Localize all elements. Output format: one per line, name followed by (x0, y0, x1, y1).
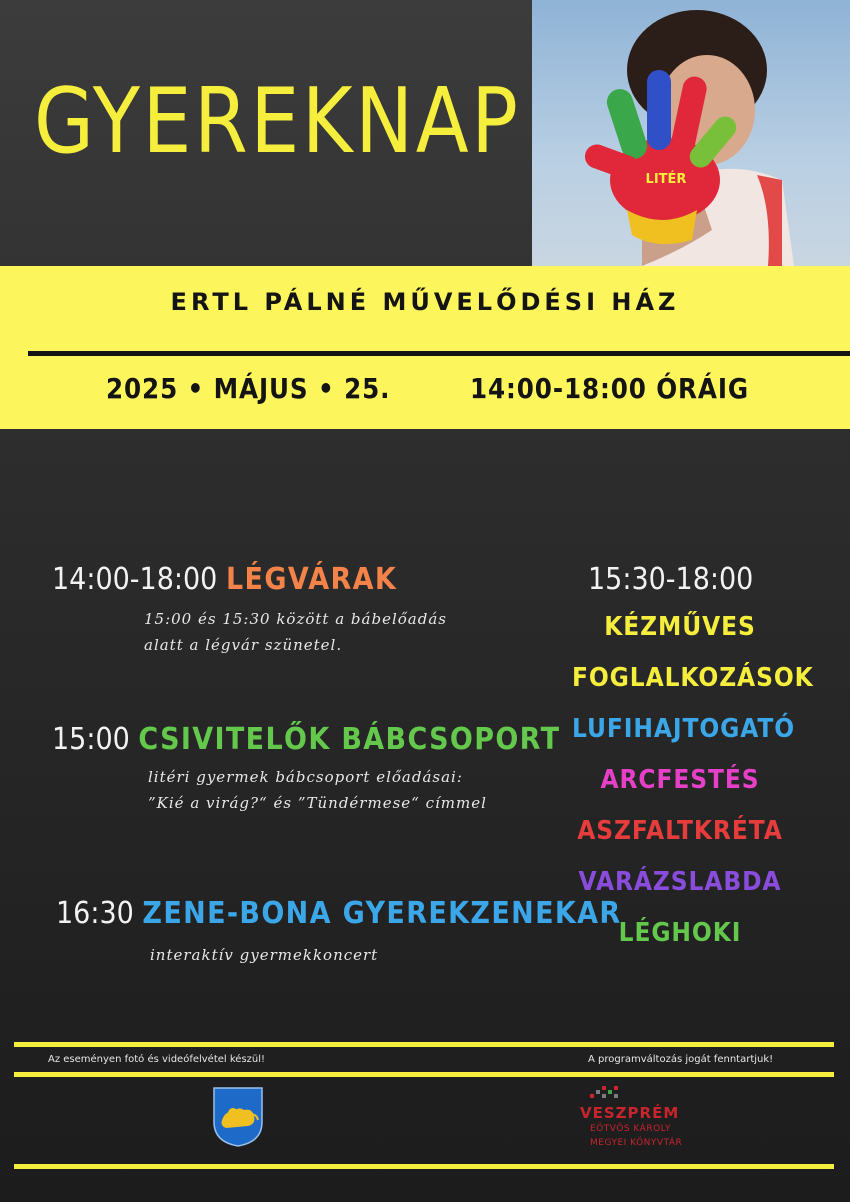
library-logo-mark (590, 1086, 624, 1106)
activity-item: LUFIHAJTOGATÓ (572, 714, 796, 744)
event-item (52, 562, 397, 597)
event-name: ZENE-BONA GYEREKZENEKAR (142, 896, 622, 931)
event-description: interaktív gyermekkoncert (150, 946, 379, 964)
activity-item: ASZFALTKRÉTA (577, 816, 783, 846)
footer-divider (14, 1164, 834, 1169)
footer-divider (14, 1042, 834, 1047)
event-description: 15:00 és 15:30 között a bábelőadás alatt a légvár szünetel. (144, 610, 447, 654)
activity-item: ARCFESTÉS (600, 765, 760, 795)
photo-notice: Az eseményen fotó és videófelvétel készül! (48, 1054, 266, 1065)
activity-item: FOGLALKOZÁSOK (572, 663, 814, 693)
painted-hand-illustration (532, 0, 850, 266)
photo-badge: LITÉR (645, 172, 687, 187)
activities-time: 15:30-18:00 (588, 562, 754, 597)
activity-item: KÉZMŰVES (604, 612, 756, 642)
change-notice: A programváltozás jogát fenntartjuk! (588, 1054, 774, 1065)
activity-item: LÉGHOKI (618, 918, 742, 948)
event-name: LÉGVÁRAK (225, 562, 398, 597)
venue-name: ERTL PÁLNÉ MŰVELŐDÉSI HÁZ (170, 288, 680, 316)
library-subtitle: MEGYEI KÖNYVTÁR (590, 1138, 683, 1148)
event-item (52, 722, 560, 757)
event-description: litéri gyermek bábcsoport előadásai: ”Kié a virág?“ és ”Tündérmese“ címmel (148, 768, 487, 812)
event-name: CSIVITELŐK BÁBCSOPORT (138, 722, 561, 757)
event-time: 15:00 (52, 722, 130, 757)
library-name: VESZPRÉM (580, 1104, 680, 1122)
library-subtitle: EÖTVÖS KÁROLY (590, 1124, 671, 1134)
event-item (56, 896, 622, 931)
activity-item: VARÁZSLABDA (578, 867, 782, 897)
divider (28, 351, 850, 356)
page-title: GYEREKNAP (34, 69, 521, 174)
event-time: 16:30 (56, 896, 134, 931)
hero-photo (532, 0, 850, 266)
event-time: 14:00-18:00 (52, 562, 218, 597)
coat-of-arms-logo (212, 1086, 264, 1152)
footer-divider (14, 1072, 834, 1077)
event-date: 2025 • MÁJUS • 25. (106, 372, 391, 405)
event-hours: 14:00-18:00 ÓRÁIG (470, 372, 750, 405)
